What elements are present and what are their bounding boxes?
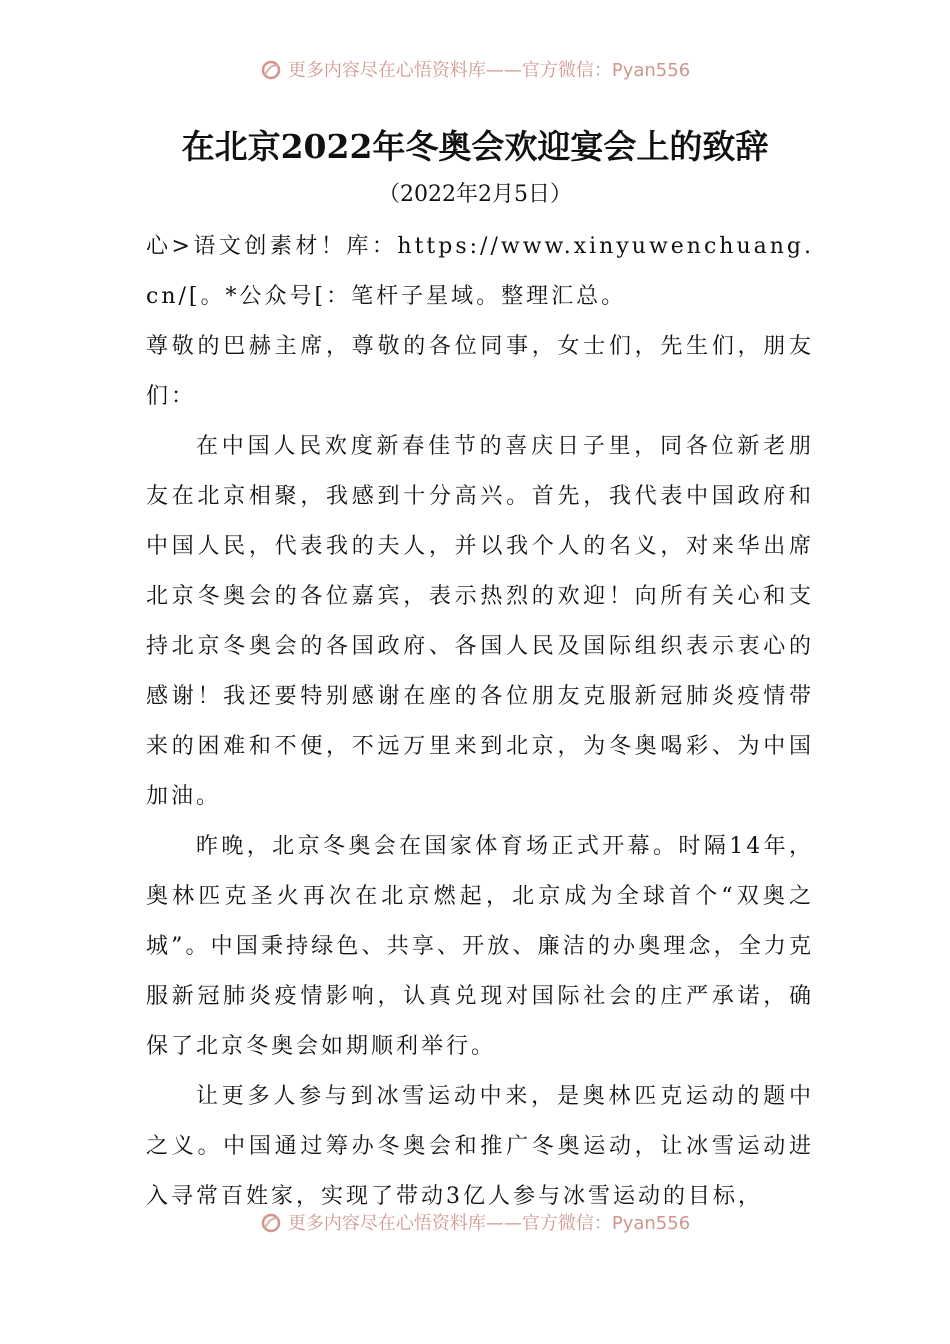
logo-icon <box>260 1212 282 1234</box>
watermark-footer <box>0 1209 950 1239</box>
speech-body <box>146 222 814 1222</box>
speech-date: （2022年2月5日） <box>378 182 572 207</box>
page-title: 在北京2022年冬奥会欢迎宴会上的致辞 <box>181 127 769 166</box>
watermark-text: 更多内容尽在心悟资料库——官方微信：Pyan556 <box>287 1213 691 1234</box>
paragraph: 昨晚，北京冬奥会在国家体育场正式开幕。时隔14年，奥林匹克圣火再次在北京燃起，北京成为全球首个“双奥之城”。中国秉持绿色、共享、开放、廉洁的办奥理念，全力克服新冠肺炎疫情影响，认真兑现对国际社会的庄严承诺，确保了北京冬奥会如期顺利举行。 <box>146 834 814 1059</box>
paragraph: 让更多人参与到冰雪运动中来，是奥林匹克运动的题中之义。中国通过筹办冬奥会和推广冬奥运动，让冰雪运动进入寻常百姓家，实现了带动3亿人参与冰雪运动的目标， <box>146 1084 814 1209</box>
logo-icon <box>260 59 282 81</box>
watermark-header <box>0 56 950 86</box>
source-note: 心>语文创素材！库：https://www.xinyuwenchuang.cn/[。*公众号[：笔杆子星域。整理汇总。 <box>146 234 814 309</box>
salutation: 尊敬的巴赫主席，尊敬的各位同事，女士们，先生们，朋友们： <box>146 334 814 409</box>
watermark-text: 更多内容尽在心悟资料库——官方微信：Pyan556 <box>287 60 691 81</box>
paragraph: 在中国人民欢度新春佳节的喜庆日子里，同各位新老朋友在北京相聚，我感到十分高兴。首先，我代表中国政府和中国人民，代表我的夫人，并以我个人的名义，对来华出席北京冬奥会的各位嘉宾，表示热烈的欢迎！向所有关心和支持北京冬奥会的各国政府、各国人民及国际组织表示衷心的感谢！我还要特别感谢在座的各位朋友克服新冠肺炎疫情带来的困难和不便，不远万里来到北京，为冬奥喝彩、为中国加油。 <box>146 434 814 809</box>
